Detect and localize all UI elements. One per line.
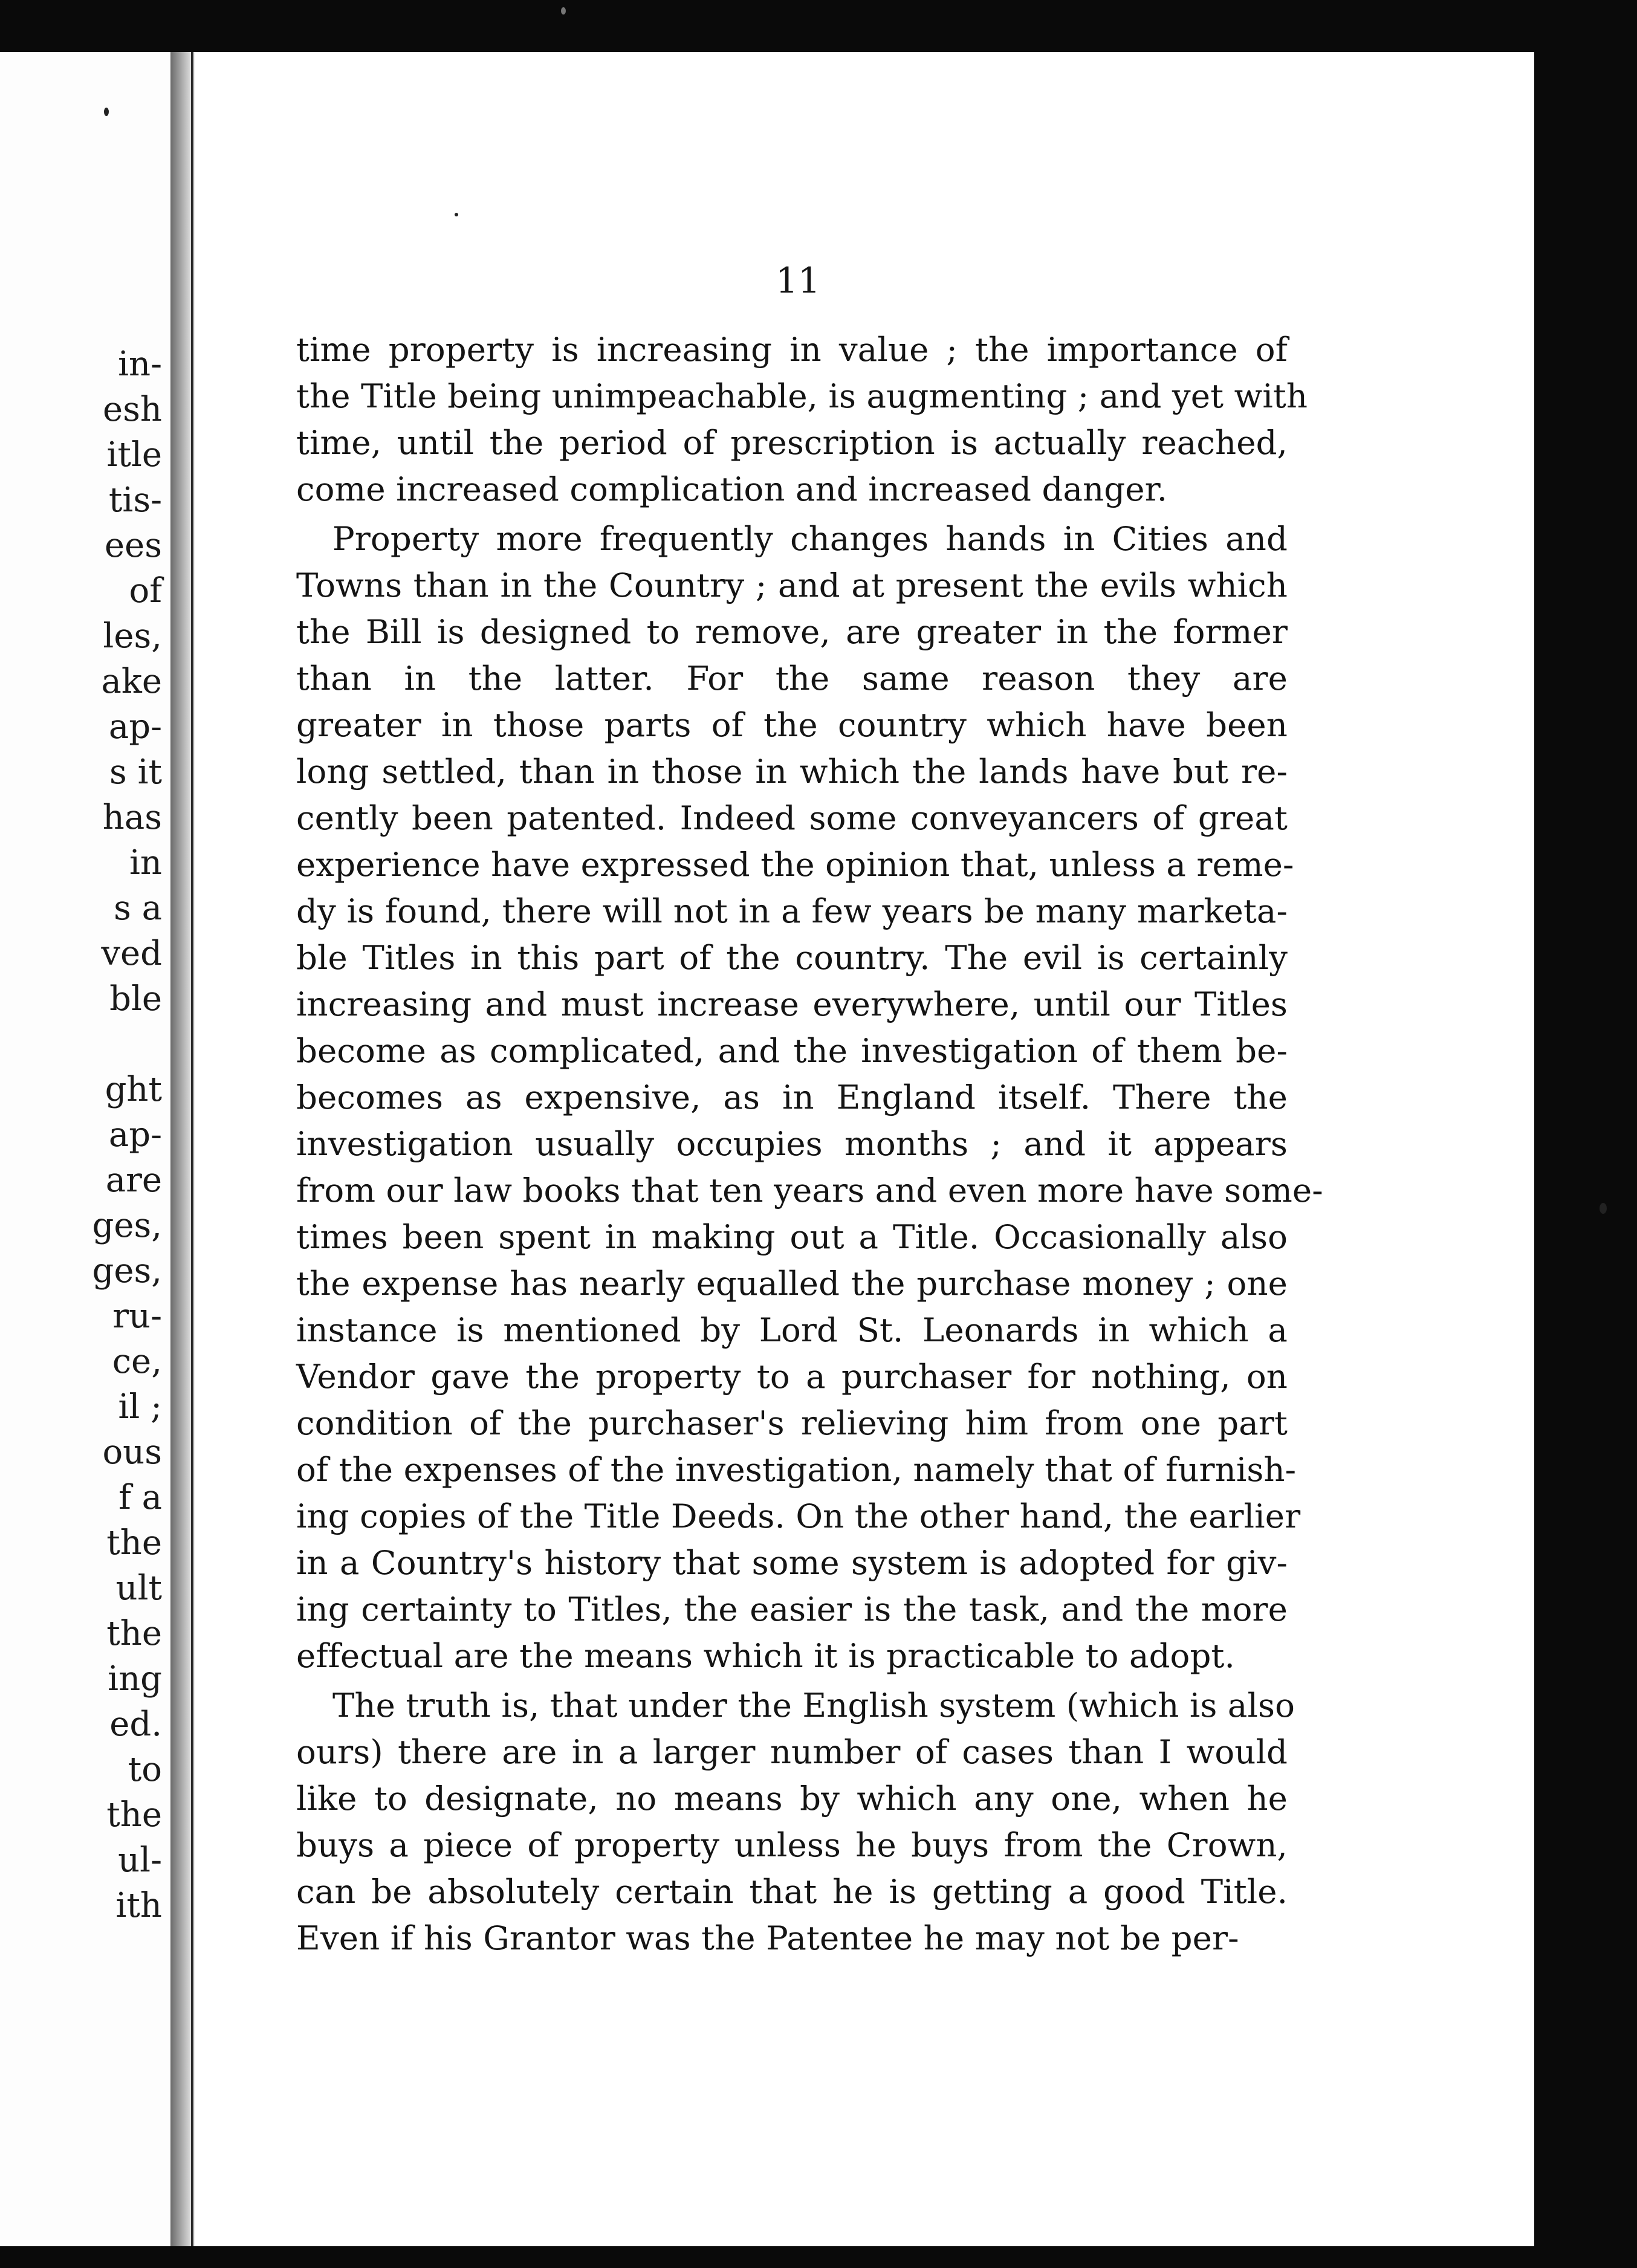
scan-border-right — [1534, 0, 1637, 2268]
facing-page-text: f a — [118, 1478, 162, 1517]
paragraph — [296, 1682, 1295, 1962]
text-line: time, until the period of prescription is actually reached, — [296, 423, 1288, 462]
facing-page-text: ul- — [118, 1841, 162, 1880]
facing-page-fragment — [0, 52, 170, 2246]
facing-page-text: ap- — [108, 707, 162, 747]
facing-page-text: ed. — [109, 1705, 162, 1744]
text-line: The truth is, that under the English system (which is also — [332, 1686, 1295, 1725]
facing-page-text: ake — [101, 662, 162, 701]
facing-page-text: has — [102, 798, 162, 837]
text-line: effectual are the means which it is practicable to adopt. — [296, 1636, 1235, 1675]
text-line: in a Country's history that some system is adopted for giv- — [296, 1543, 1288, 1582]
facing-page-text: ith — [115, 1886, 162, 1925]
facing-page-text: ble — [109, 979, 162, 1019]
facing-page-text: les, — [103, 617, 162, 656]
text-line: times been spent in making out a Title. Occasionally also — [296, 1217, 1288, 1256]
facing-page-text: ous — [102, 1433, 162, 1472]
text-line: long settled, than in those in which the lands have but re- — [296, 752, 1288, 791]
text-line: the Bill is designed to remove, are greater in the former — [296, 612, 1288, 651]
text-line: can be absolutely certain that he is getting a good Title. — [296, 1872, 1288, 1911]
scan-border-bottom — [0, 2246, 1637, 2268]
facing-page-text: in — [129, 843, 162, 883]
facing-page-text: ght — [105, 1070, 162, 1109]
scan-speck — [561, 7, 566, 15]
facing-page-text: ges, — [92, 1206, 162, 1245]
facing-page-text: of — [129, 571, 162, 611]
text-line: come increased complication and increased danger. — [296, 470, 1168, 508]
facing-page-text: the — [106, 1523, 162, 1563]
text-line: Even if his Grantor was the Patentee he may not be per- — [296, 1919, 1239, 1957]
facing-page-text: in- — [118, 345, 162, 384]
text-line: investigation usually occupies months ; and it appears — [296, 1124, 1288, 1163]
facing-page-text: itle — [106, 435, 162, 475]
text-line: experience have expressed the opinion that, unless a reme- — [296, 845, 1294, 884]
facing-page-text: ap- — [108, 1115, 162, 1155]
text-line: becomes as expensive, as in England itself. There the — [296, 1078, 1288, 1116]
binding-edge — [191, 52, 193, 2246]
page-number: 11 — [776, 260, 820, 301]
facing-page-text: ult — [115, 1569, 162, 1608]
text-line: like to designate, no means by which any one, when he — [296, 1779, 1288, 1818]
text-line: greater in those parts of the country which have been — [296, 705, 1288, 744]
facing-page-text: ees — [104, 526, 162, 565]
facing-page-text: ges, — [92, 1251, 162, 1291]
text-line: from our law books that ten years and even more have some- — [296, 1171, 1323, 1210]
paragraph — [296, 516, 1323, 1679]
text-line: become as complicated, and the investigation of them be- — [296, 1031, 1288, 1070]
scan-speck — [455, 213, 458, 216]
facing-page-text: to — [128, 1750, 162, 1789]
text-line: ing certainty to Titles, the easier is the task, and the more — [296, 1590, 1288, 1628]
text-line: ble Titles in this part of the country. The evil is certainly — [296, 938, 1288, 977]
text-line: Property more frequently changes hands in Cities and — [332, 519, 1288, 558]
text-line: ing copies of the Title Deeds. On the other hand, the earlier — [296, 1497, 1301, 1535]
scan-border-top — [0, 0, 1637, 52]
text-line: cently been patented. Indeed some conveyancers of great — [296, 799, 1288, 837]
facing-page-text: ing — [108, 1659, 162, 1699]
text-line: ours) there are in a larger number of cases than I would — [296, 1732, 1288, 1771]
facing-page-text: ved — [101, 934, 162, 973]
facing-page-text: ru- — [112, 1297, 162, 1336]
text-line: instance is mentioned by Lord St. Leonards in which a — [296, 1311, 1288, 1349]
scan-speck — [1600, 1203, 1607, 1214]
text-line: than in the latter. For the same reason they are — [296, 659, 1288, 698]
facing-page-text: esh — [103, 390, 162, 429]
facing-page-text: tis- — [108, 481, 162, 520]
facing-page-text: s a — [114, 889, 162, 928]
text-line: Vendor gave the property to a purchaser for nothing, on — [296, 1357, 1288, 1396]
text-line: of the expenses of the investigation, namely that of furnish- — [296, 1450, 1297, 1489]
scan-speck — [104, 108, 109, 116]
text-line: the Title being unimpeachable, is augmenting ; and yet with — [296, 377, 1308, 415]
text-line: Towns than in the Country ; and at present the evils which — [296, 566, 1288, 604]
facing-page-text: ce, — [112, 1342, 162, 1381]
facing-page-text: il ; — [118, 1387, 162, 1427]
paragraph — [296, 326, 1308, 513]
text-line: condition of the purchaser's relieving him from one part — [296, 1404, 1288, 1442]
facing-page-text: the — [106, 1614, 162, 1653]
text-line: dy is found, there will not in a few years be many marketa- — [296, 892, 1288, 930]
facing-page-text: s it — [109, 753, 162, 792]
facing-page-text: the — [106, 1795, 162, 1835]
text-line: time property is increasing in value ; the importance of — [296, 330, 1288, 369]
facing-page-text: are — [105, 1161, 162, 1200]
text-line: buys a piece of property unless he buys from the Crown, — [296, 1826, 1288, 1864]
text-line: the expense has nearly equalled the purchase money ; one — [296, 1264, 1288, 1303]
page-body-text — [296, 326, 1323, 1962]
text-line: increasing and must increase everywhere, until our Titles — [296, 985, 1288, 1023]
